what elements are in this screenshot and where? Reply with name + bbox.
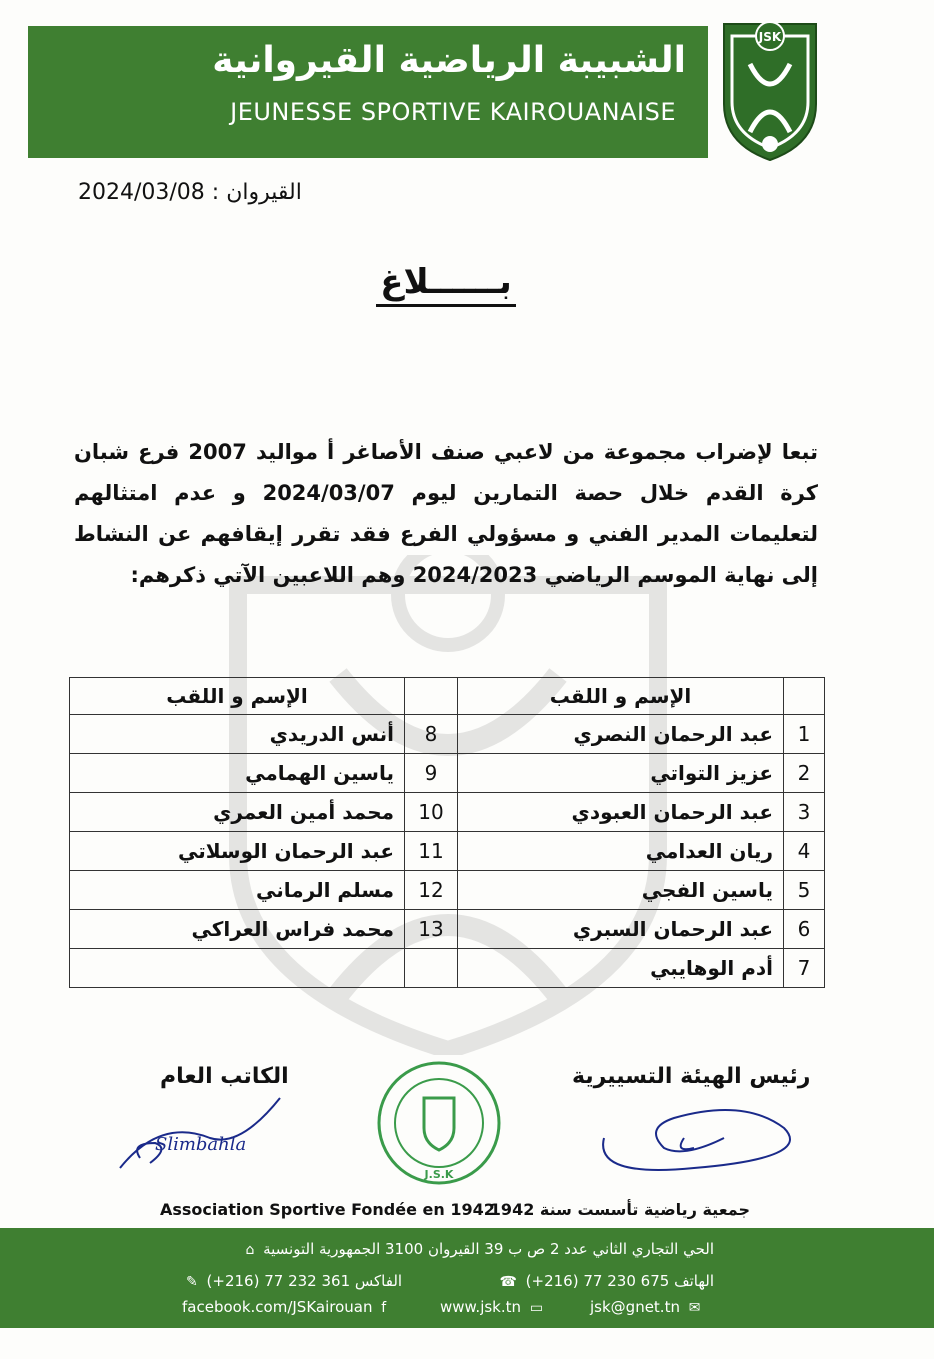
player-name: ريان العدامي	[458, 832, 784, 871]
footer-fax	[182, 1272, 402, 1290]
player-number: 11	[405, 832, 458, 871]
player-name: ياسين الهمامي	[70, 754, 405, 793]
club-logo	[716, 14, 824, 164]
monitor-icon: ▭	[529, 1300, 544, 1316]
player-name: أدم الوهايبي	[458, 949, 784, 988]
player-number: 5	[784, 871, 825, 910]
phone-text: الهاتف 675 230 77 (216+)	[525, 1272, 714, 1290]
svg-text:JSK: JSK	[758, 30, 782, 44]
phone-icon: ☎	[499, 1274, 517, 1290]
player-name: ياسين الفجي	[458, 871, 784, 910]
document-date: القيروان : 2024/03/08	[78, 180, 302, 205]
player-name	[70, 949, 405, 988]
home-icon: ⌂	[245, 1242, 255, 1258]
svg-text:J.S.K: J.S.K	[424, 1168, 454, 1181]
suspended-players-table	[69, 677, 825, 988]
email-text[interactable]: jsk@gnet.tn	[590, 1298, 680, 1316]
table-row	[70, 793, 825, 832]
player-number: 2	[784, 754, 825, 793]
header-num-cell-2	[405, 678, 458, 715]
table-row	[70, 754, 825, 793]
player-number: 1	[784, 715, 825, 754]
player-name: عبد الرحمان النصري	[458, 715, 784, 754]
player-name: عبد الرحمان الوسلاتي	[70, 832, 405, 871]
club-name-arabic: الشبيبة الرياضية القيروانية	[212, 40, 686, 81]
table-row	[70, 949, 825, 988]
table-row	[70, 832, 825, 871]
player-number: 13	[405, 910, 458, 949]
facebook-text[interactable]: facebook.com/JSKairouan	[182, 1298, 373, 1316]
player-number: 6	[784, 910, 825, 949]
address-text: الحي التجاري الثاني عدد 2 ص ب 39 القيروان 3100 الجمهورية التونسية	[263, 1240, 714, 1258]
player-name: أنس الدريدي	[70, 715, 405, 754]
table-header-row	[70, 678, 825, 715]
website-text[interactable]: www.jsk.tn	[440, 1298, 522, 1316]
president-signature	[584, 1098, 814, 1198]
player-number: 12	[405, 871, 458, 910]
player-name: محمد فراس العراكي	[70, 910, 405, 949]
player-name: محمد أمين العمري	[70, 793, 405, 832]
header-name-left: الإسم و اللقب	[70, 678, 405, 715]
player-name: عبد الرحمان العبودي	[458, 793, 784, 832]
mail-icon: ✉	[688, 1300, 701, 1316]
signature-text: Slimbahla	[155, 1134, 247, 1155]
player-number: 10	[405, 793, 458, 832]
player-number: 4	[784, 832, 825, 871]
footer-website[interactable]	[440, 1298, 547, 1316]
association-french: Association Sportive Fondée en 1942	[160, 1200, 495, 1219]
document-title: بــــــلاغ	[376, 262, 516, 307]
fax-icon: ✎	[186, 1274, 198, 1290]
secretary-general-title: الكاتب العام	[160, 1064, 289, 1089]
player-number: 9	[405, 754, 458, 793]
player-number: 8	[405, 715, 458, 754]
player-number: 3	[784, 793, 825, 832]
header-name-right: الإسم و اللقب	[458, 678, 784, 715]
player-number	[405, 949, 458, 988]
player-name: عزيز التواتي	[458, 754, 784, 793]
club-name-french: JEUNESSE SPORTIVE KAIROUANAISE	[230, 98, 676, 126]
header-banner	[28, 26, 708, 158]
table-row	[70, 715, 825, 754]
footer-phone	[495, 1272, 714, 1290]
president-title: رئيس الهيئة التسييرية	[572, 1064, 811, 1089]
header-num-cell	[784, 678, 825, 715]
table-row	[70, 871, 825, 910]
facebook-icon: f	[381, 1300, 387, 1316]
footer-email[interactable]	[590, 1298, 704, 1316]
club-stamp	[374, 1058, 504, 1188]
association-arabic: جمعية رياضية تأسست سنة 1942	[489, 1200, 750, 1219]
fax-text: الفاكس 361 232 77 (216+)	[206, 1272, 403, 1290]
announcement-body: تبعا لإضراب مجموعة من لاعبي صنف الأصاغر أ مواليد 2007 فرع شبان كرة القدم خلال حصة التمارين ليوم 2024/03/07 و عدم امتثالهم لتعليمات المدير الفني و مسؤولي الفرع فقد تقرر إيقافهم عن النشاط إلى نهاية الموسم الرياضي 2024/2023 وهم اللاعبين الآتي ذكرهم:	[74, 440, 818, 587]
footer-banner	[0, 1228, 934, 1328]
player-name: مسلم الرماني	[70, 871, 405, 910]
footer-facebook[interactable]	[182, 1298, 390, 1316]
player-number: 7	[784, 949, 825, 988]
secretary-signature	[100, 1088, 300, 1188]
footer-address	[241, 1240, 714, 1258]
table-row	[70, 910, 825, 949]
player-name: عبد الرحمان السبري	[458, 910, 784, 949]
